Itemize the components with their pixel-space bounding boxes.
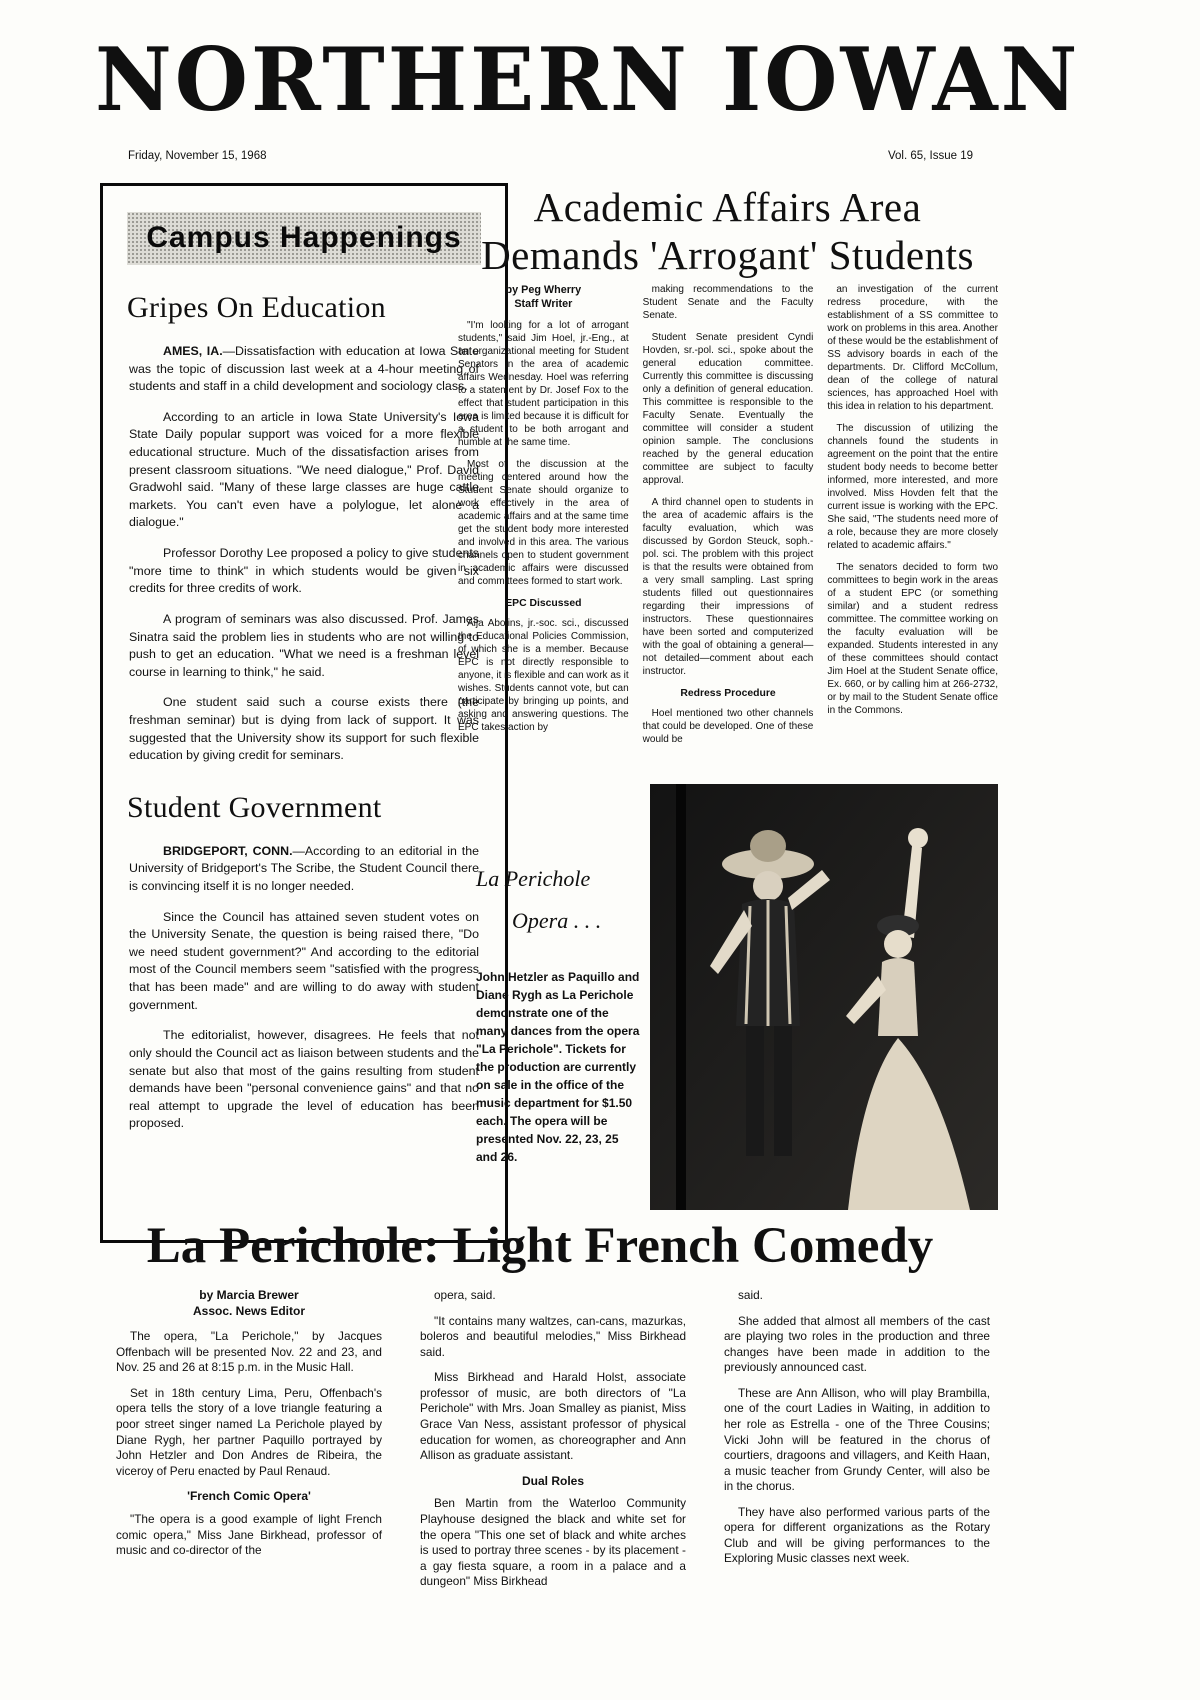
caption-title-line-2: Opera . . . [512,908,602,933]
paragraph: making recommendations to the Student Senate and the Faculty Senate. [642,284,814,321]
paragraph: According to an article in Iowa State University's Iowa State Daily popular support was voiced for a more flexible educational structure. Much of the dissatisfaction arises from present classroom situations. "We need dialogue," Prof. David Gradwohl said. "Many of these large classes are huge cattle markets. You can't even have a polylogue, let alone a dialogue." [129,409,479,530]
la-perichole-columns [116,1288,990,1600]
subhead-french-comic-opera: 'French Comic Opera' [187,1489,311,1504]
comedy-column-3 [724,1288,990,1600]
photo-caption-block [476,866,642,1166]
paragraph: an investigation of the current redress procedure, with the establishment of a SS committee to work on problems in this area. Another of these would be the establishment of SS advisory boards in each of the departments. Dr. Clifford McCollum, dean of the college of natural sciences, has approached Hoel with this idea in relation to his department. [827,284,999,412]
paragraph [129,343,479,396]
paragraph: The editorialist, however, disagrees. He feels that not only should the Council act as liaison between students and the senate but also that most of the gains resulting from student demands have been "personal convenience gains" and that no real attempt to upgrade the level of education has been proposed. [129,1028,479,1131]
campus-happenings-box [100,183,508,1243]
la-perichole-headline: La Perichole: Light French Comedy [146,1218,934,1274]
paragraph: The discussion of utilizing the channels found the students in agreement on the point that the entire student body needs to become better informed, more interested, and more involved. Miss Hovden felt that the current issue is working with the EPC. She said, "The students need more of a role, because they are more closely related to academic affairs." [827,423,999,551]
byline-role: Assoc. News Editor [192,1303,306,1318]
academic-affairs-headline [455,184,1000,279]
paragraph [129,843,479,896]
paragraph-text: —According to an editorial in the University of Bridgeport's The Scribe, the Student Council there is convincing itself it is no longer needed. [129,843,480,894]
paragraph: "I'm looking for a lot of arrogant students," said Jim Hoel, jr.-Eng., at an organizational meeting for Student Senators in the area of academic affairs Wednesday. Hoel was referring to a statement by Dr. Josef Fox to the effect that student participation in this area is limited because it is difficult for a student to be both arrogant and humble at the same time. [458,320,629,449]
academic-column-1 [458,283,629,755]
byline [458,283,629,311]
byline [116,1288,382,1319]
academic-column-2 [643,283,814,755]
perichole-photo [650,784,998,1210]
byline-author: by Marcia Brewer [199,1288,299,1302]
masthead-date: Friday, November 15, 1968 [128,150,267,162]
paragraph-text: —Dissatisfaction with education at Iowa State was the topic of discussion last week at a 4-hour meeting of students and staff in a child development and sociology class. [129,344,479,394]
masthead-dateline [128,150,973,162]
caption-text: John Hetzler as Paquillo and Diane Rygh as La Perichole demonstrate one of the many dances from the opera "La Perichole". Tickets for the production are currently on sale in the office of the music department for $1.50 each. The opera will be presented Nov. 22, 23, 25 and 26. [476,970,640,1164]
academic-column-3 [827,283,998,755]
byline-role: Staff Writer [514,298,573,311]
byline-author: by Peg Wherry [505,284,582,296]
paragraph: Ben Martin from the Waterloo Community Playhouse designed the black and white set for the opera "This one set of black and white arches is used to portray three scenes - by its placement - a gay fiesta square, a room in a palace and a dungeon" Miss Birkhead [420,1496,686,1589]
masthead-issue: Vol. 65, Issue 19 [887,150,973,162]
paragraph: The opera, "La Perichole," by Jacques Offenbach will be presented Nov. 22 and 23, and Nov. 25 and 26 at 8:15 p.m. in the Music Hall. [116,1329,382,1375]
caption-title-line-1: La Perichole [476,866,591,891]
student-government-title: Student Government [127,790,382,824]
paragraph: Professor Dorothy Lee proposed a policy to give students "more time to think" in which students would be given six credits for three credits of work. [129,546,479,596]
paragraph: Set in 18th century Lima, Peru, Offenbach's opera tells the story of a love triangle featuring a poor street singer named La Perichole played by Diane Rygh, her partner Paquillo portrayed by John Hetzler and Don Andres de Ribeira, the viceroy of Peru enacted by Paul Renaud. [116,1385,382,1478]
subhead-dual-roles: Dual Roles [521,1473,584,1488]
article-student-government [125,791,483,1133]
subhead-redress-procedure: Redress Procedure [680,688,776,699]
comedy-column-2 [420,1288,686,1600]
masthead-title: NORTHERN IOWAN [95,28,1081,131]
campus-happenings-banner: Campus Happenings [127,212,481,265]
paragraph: Miss Birkhead and Harald Holst, associate professor of music, are both directors of "La Perichole" with Mrs. Joan Smalley as pianist, Miss Grace Van Ness, assistant professor of physical education for women, as choreographer and Ann Allison as graduate assistant. [420,1370,686,1463]
paragraph: Hoel mentioned two other channels that could be developed. One of these would be [642,707,814,745]
academic-affairs-columns [458,283,998,755]
paragraph: Since the Council has attained seven student votes on the University Senate, the question is being raised there, "Do we need student government?" And according to the editorial most of the Council members seem "satisfied with the progress that has been made" and are willing to do away with student government. [129,909,479,1012]
comedy-column-1 [116,1288,382,1600]
paragraph: A program of seminars was also discussed. Prof. James Sinatra said the problem lies in students who are not willing to push to get an education. "What we need is a freshman level course in learning to think," he said. [129,611,479,679]
paragraph: Aija Abolins, jr.-soc. sci., discussed the Educational Policies Commission, of which she is a member. Because EPC is not directly responsible to anyone, it is flexible and can work as it wishes. Students cannot vote, but can participate by bringing up points, and asking and answering questions. The EPC takes action by [458,617,629,733]
headline-line-2: Demands 'Arrogant' Students [481,231,974,278]
paragraph: They have also performed various parts of the opera for different organizations as the Rotary Club and will be giving performances to the Exploring Music classes next week. [724,1504,990,1566]
paragraph: The senators decided to form two committees to begin work in the areas of a student EPC (or something similar) and a student redress committee. The committee working on the faculty evaluation will be expanded. Students interested in any of these committees should contact Jim Hoel at the Student Senate office, Ex. 660, or by calling him at 266-2732, or by mail to the Student Senate office in the Commons. [827,562,999,716]
paragraph: A third channel open to students in the area of academic affairs is the faculty evaluation, which was discussed by Gordon Steuck, soph.-pol. sci. The problem with this project is that the results were obtained from a very small sampling. Last spring students filled out questionnaires regarding their impressions of instructors. These questionnaires have been sorted and computerized with the goal of obtaining a general—not detailed—comment about each instructor. [642,497,814,677]
paragraph: One student said such a course exists there (the freshman seminar) but is dying from lack of support. It was suggested that the University show its support for such flexible education by giving credit for seminars. [129,695,479,763]
subhead-epc-discussed: EPC Discussed [505,598,582,610]
paragraph: "The opera is a good example of light French comic opera," Miss Jane Birkhead, professor of music and co-director of the [116,1512,382,1558]
paragraph: Student Senate president Cyndi Hovden, sr.-pol. sci., spoke about the general education committee. Currently this committee is discussing only a definition of general education. This committee is responsible to the Faculty Senate. Eventually the committee will consider a student opinion sample. The conclusions reached by the general education committee are subject to faculty approval. [642,332,814,486]
paragraph: Most of the discussion at the meeting centered around how the Student Senate should organize to work effectively in the area of academic affairs and at the same time get the student body more interested and involved in this area. The various channels open to student government in academic affairs were discussed and committees formed to start work. [458,459,629,588]
dateline-lead: BRIDGEPORT, CONN. [163,843,293,858]
perichole-photo-art [650,784,998,1210]
paragraph: These are Ann Allison, who will play Brambilla, one of the court Ladies in Waiting, in addition to her role as Estrella - one of the Three Cousins; Vicki John will be featured in the chorus of courtiers, dragoons and villagers, and Keith Haan, a music teacher from Grundy Center, will also be in the chorus. [724,1385,990,1494]
gripes-title: Gripes On Education [127,291,386,324]
article-gripes-on-education [125,291,483,765]
paragraph: said. [738,1288,763,1302]
paragraph: She added that almost all members of the cast are playing two roles in the production and three changes have been made in addition to the previously announced cast. [724,1313,990,1375]
headline-line-1: Academic Affairs Area [533,184,922,230]
dateline-lead: AMES, IA. [163,344,223,358]
paragraph: "It contains many waltzes, can-cans, mazurkas, boleros and beautiful melodies," Miss Birkhead said. [420,1313,686,1359]
paragraph: opera, said. [434,1288,496,1302]
